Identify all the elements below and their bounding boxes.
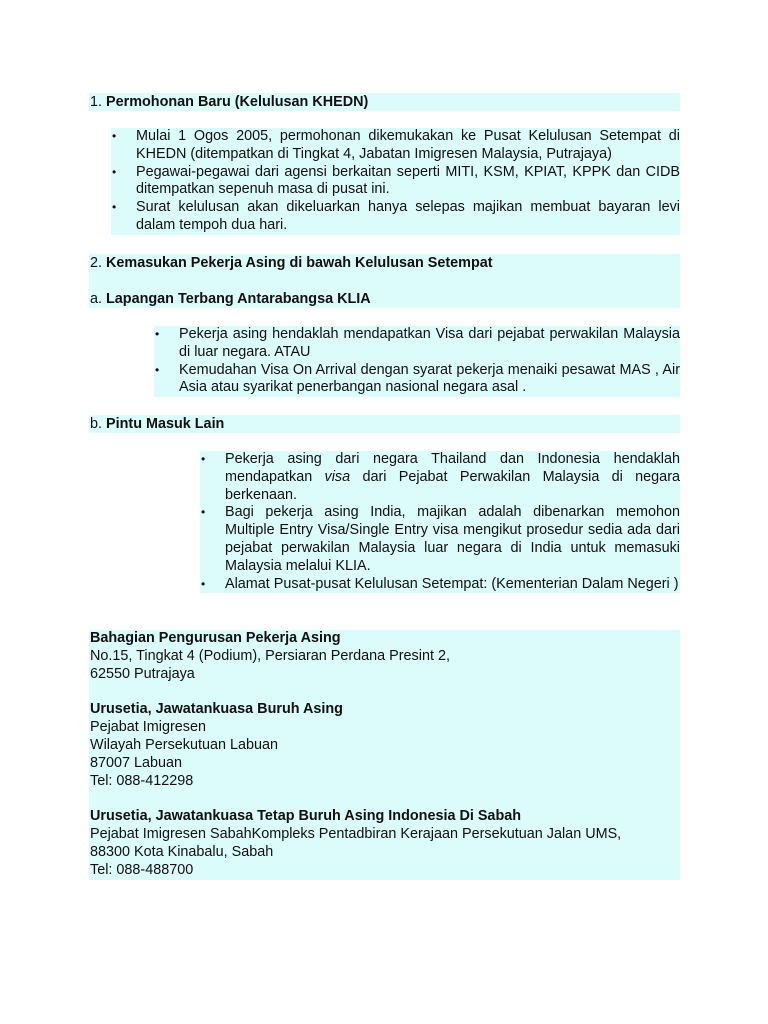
address-line: Tel: 088-412298 <box>90 772 194 789</box>
section-2b-number: b. <box>90 416 103 432</box>
bullet-text-before: Pekerja asing dari negara Thailand dan Indonesia hendaklah mendapatkan <box>225 451 680 485</box>
section-2-heading <box>89 254 493 272</box>
address-line: 87007 Labuan <box>90 754 183 771</box>
section-2a-bullet-list <box>154 326 680 397</box>
spacer <box>90 790 680 808</box>
list-item: • Kemudahan Visa On Arrival dengan syarat pekerja menaiki pesawat MAS , Air Asia atau syarikat penerbangan nasional negara asal . <box>154 362 680 398</box>
section-2a-title: Lapangan Terbang Antarabangsa KLIA <box>106 291 371 307</box>
address-title: Urusetia, Jawatankuasa Tetap Buruh Asing Indonesia Di Sabah <box>90 808 522 825</box>
address-line: Tel: 088-488700 <box>90 861 194 878</box>
address-line: 62550 Putrajaya <box>90 665 195 682</box>
list-item: • Alamat Pusat-pusat Kelulusan Setempat: (Kementerian Dalam Negeri ) <box>200 576 680 594</box>
section-2b-title: Pintu Masuk Lain <box>106 416 225 432</box>
address-line: Pejabat Imigresen <box>90 719 206 736</box>
section-1-number: 1. <box>90 94 103 110</box>
bullet-text-italic: visa <box>324 468 351 485</box>
section-1-bullet-list <box>111 128 680 235</box>
section-2b-bullet-list <box>200 451 680 593</box>
section-2-number: 2. <box>90 255 103 271</box>
section-2b-heading <box>89 415 680 433</box>
address-line: 88300 Kota Kinabalu, Sabah <box>90 843 274 860</box>
bullet-text-after: dari Pejabat Perwakilan Malaysia di negara berkenaan. <box>225 468 680 503</box>
spacer <box>90 683 680 701</box>
list-item: • Pegawai-pegawai dari agensi berkaitan seperti MITI, KSM, KPIAT, KPPK dan CIDB ditempatkan sepenuh masa di pusat ini. <box>111 164 680 200</box>
section-1-heading <box>89 93 680 111</box>
section-1-title: Permohonan Baru (Kelulusan KHEDN) <box>106 94 369 110</box>
section-2-title: Kemasukan Pekerja Asing di bawah Kelulusan Setempat <box>106 255 493 271</box>
address-line: Wilayah Persekutuan Labuan <box>90 736 278 753</box>
address-line: Pejabat Imigresen SabahKompleks Pentadbiran Kerajaan Persekutuan Jalan UMS, <box>90 826 622 843</box>
list-item: • Pekerja asing hendaklah mendapatkan Visa dari pejabat perwakilan Malaysia di luar negara. ATAU <box>154 326 680 362</box>
list-item: • Bagi pekerja asing India, majikan adalah dibenarkan memohon Multiple Entry Visa/Single Entry visa mengikut prosedur sedia ada dari pejabat perwakilan Malaysia luar negara di India untuk memasuki Malaysia melalui KLIA. <box>200 504 680 575</box>
section-2a-number: a. <box>90 291 103 307</box>
list-item: • Surat kelulusan akan dikeluarkan hanya selepas majikan membuat bayaran levi dalam tempoh dua hari. <box>111 199 680 235</box>
list-item: • Mulai 1 Ogos 2005, permohonan dikemukakan ke Pusat Kelulusan Setempat di KHEDN (ditempatkan di Tingkat 4, Jabatan Imigresen Malaysia, Putrajaya) <box>111 128 680 164</box>
address-title: Bahagian Pengurusan Pekerja Asing <box>90 630 341 646</box>
addresses-block <box>89 630 680 880</box>
list-item <box>200 451 680 504</box>
address-line: No.15, Tingkat 4 (Podium), Persiaran Perdana Presint 2, <box>90 647 450 664</box>
section-2-heading-block <box>89 254 680 308</box>
section-2a-heading <box>89 290 371 308</box>
address-title: Urusetia, Jawatankuasa Buruh Asing <box>90 701 343 718</box>
